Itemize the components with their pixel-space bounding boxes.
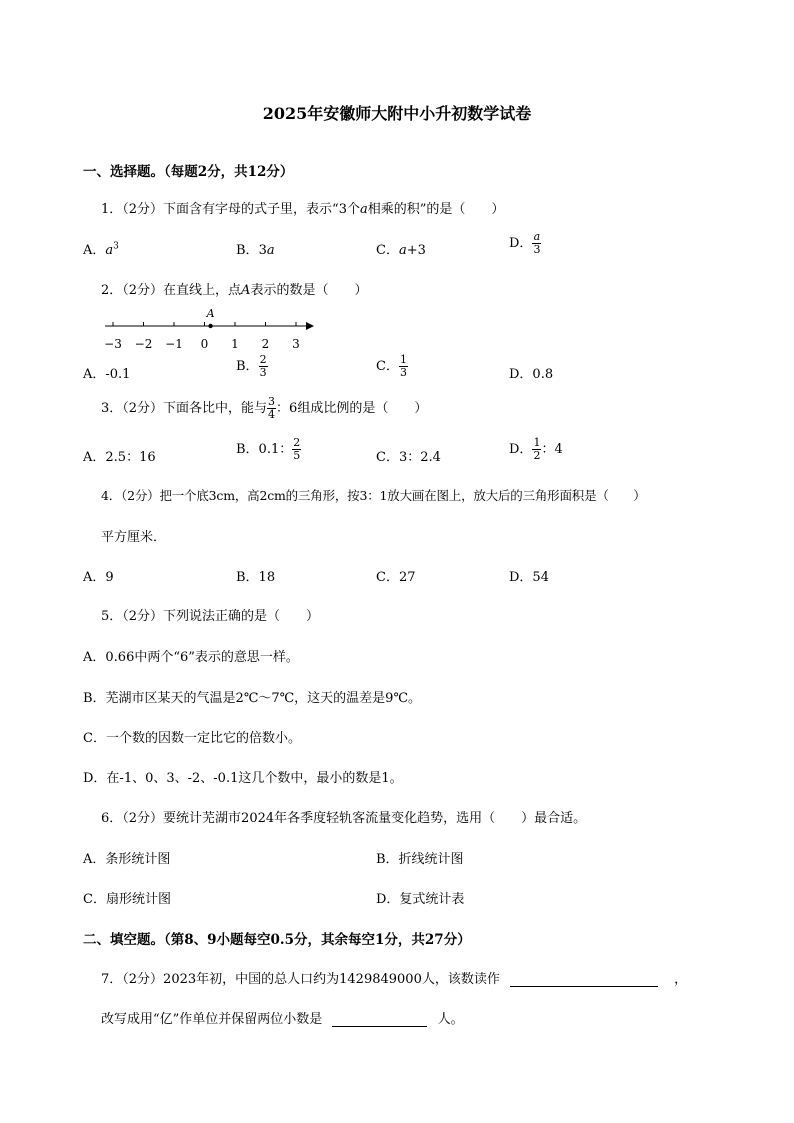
question-7-line-1 [101,968,687,987]
q3-stem-b: ：6组成比例的是（ ） [276,401,428,416]
option-label: C． [376,243,399,258]
fraction-numerator: 3 [268,395,276,408]
q3-option-a[interactable]: A．2.5：16 [83,450,156,465]
q4-option-a[interactable]: A．9 [83,570,114,585]
fraction-denominator: 5 [293,449,301,462]
q6-option-c[interactable]: C．扇形统计图 [83,892,171,907]
option-label: A． [83,243,106,258]
fraction-numerator: 2 [259,353,267,366]
fraction-denominator: 3 [533,243,541,256]
q5-option-c[interactable]: C．一个数的因数一定比它的倍数小。 [83,731,301,746]
option-label: D． [509,236,533,251]
question-6-stem: 6．（2分）要统计芜湖市2024年各季度轻轨客流量变化趋势，选用（ ）最合适。 [101,811,587,826]
q7-answer-blank-1[interactable] [510,974,658,987]
q3-option-c[interactable]: C．3：2.4 [376,450,441,465]
q1-stem-a: 1．（2分）下面含有字母的式子里，表示“3个 [101,202,360,217]
question-4-line-1: 4．（2分）把一个底3cm，高2cm的三角形，按3：1放大画在图上，放大后的三角形面积是（ ） [101,488,646,503]
option-fraction [532,231,541,256]
q7-answer-blank-2[interactable] [332,1014,427,1027]
fraction-denominator: 4 [268,408,276,421]
q2-option-d[interactable]: D．0.8 [509,367,554,382]
q3-fraction [267,396,276,421]
fraction-denominator: 3 [399,366,407,379]
point-a-dot [208,324,212,328]
number-line [95,303,325,353]
option-label: D． [509,442,533,457]
number-line-tick-label: −1 [165,337,183,351]
point-a-label: A [206,307,215,320]
q3-option-b[interactable] [236,437,301,462]
q1-option-c[interactable] [376,239,426,258]
option-var: a [105,243,114,258]
q6-option-a[interactable]: A．条形统计图 [83,852,171,867]
q2-stem-b: 表示的数是（ ） [250,283,368,298]
q3-option-d[interactable] [509,437,563,462]
q2-stem-a: 2．（2分）在直线上，点 [101,283,242,298]
q4-option-b[interactable]: B．18 [236,570,276,585]
section-1-heading: 一、选择题。（每题2分，共12分） [83,164,294,180]
option-exponent: 3 [113,241,119,252]
q4-option-c[interactable]: C．27 [376,570,416,585]
q5-option-a[interactable]: A．0.66中两个“6”表示的意思一样。 [83,650,299,665]
q6-option-d[interactable]: D．复式统计表 [376,892,465,907]
q1-stem-b: 相乘的积”的是（ ） [367,202,505,217]
q3-stem-a: 3．（2分）下面各比中，能与 [101,401,268,416]
option-fraction [399,354,408,379]
fraction-denominator: 3 [259,366,267,379]
option-rest: ：4 [541,442,563,457]
fraction-denominator: 2 [533,449,541,462]
question-1-stem [101,198,504,217]
fraction-numerator: 1 [533,436,541,449]
option-label: C． [376,359,399,374]
q1-option-a[interactable] [83,239,119,258]
option-label: B． [236,359,259,374]
q1-option-d[interactable] [509,231,541,256]
question-2-stem [101,279,367,298]
fraction-numerator: 1 [399,353,407,366]
q1-var: a [359,202,368,217]
q2-var: A [241,283,251,298]
option-fraction [292,437,301,462]
question-3-stem [101,396,427,421]
number-line-tick-label: −3 [104,337,122,351]
number-line-tick-label: 3 [292,337,300,351]
page-title: 2025年安徽师大附中小升初数学试卷 [262,104,532,123]
option-coef: 3 [258,243,267,258]
question-4-line-2: 平方厘米． [101,530,167,545]
option-var: a [398,243,407,258]
fraction-numerator: a [533,230,541,243]
number-line-tick-label: 2 [261,337,270,351]
q7-line-2-end: 人。 [437,1012,464,1027]
number-line-tick-label: −2 [134,337,153,351]
number-line-tick-label: 1 [231,337,239,351]
q7-line-1-text: 7．（2分）2023年初，中国的总人口约为1429849000人，该数读作 [101,972,500,987]
q4-option-d[interactable]: D．54 [509,570,549,585]
option-rest: +3 [406,243,426,258]
option-fraction [259,354,268,379]
q7-line-2-text: 改写成用“亿”作单位并保留两位小数是 [101,1012,323,1027]
option-label: B．0.1： [236,442,293,457]
q2-option-b[interactable] [236,354,268,379]
q2-option-c[interactable] [376,354,408,379]
number-line-tick-label: 0 [200,337,209,351]
q6-option-b[interactable]: B．折线统计图 [376,852,464,867]
section-2-heading: 二、填空题。（第8、9小题每空0.5分，其余每空1分，共27分） [83,932,471,948]
q1-option-b[interactable] [236,239,275,258]
question-7-line-2 [101,1008,464,1027]
q5-option-d[interactable]: D．在-1、0、3、-2、-0.1这几个数中，最小的数是1。 [83,771,403,786]
fraction-numerator: 2 [293,436,301,449]
option-label: B． [236,243,259,258]
question-5-stem: 5．（2分）下列说法正确的是（ ） [101,609,320,624]
q2-option-a[interactable]: A．-0.1 [83,367,131,382]
q7-line-1-end: ， [674,972,688,987]
option-var: a [266,243,275,258]
q5-option-b[interactable]: B．芜湖市区某天的气温是2℃～7℃，这天的温差是9℃。 [83,691,421,706]
